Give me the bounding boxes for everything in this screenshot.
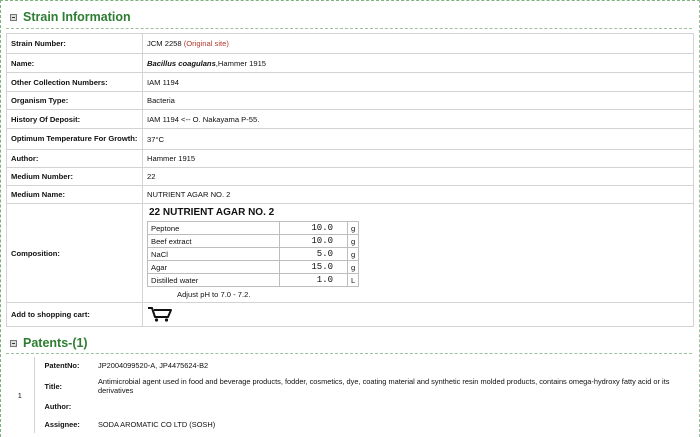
ingredient-unit: g (348, 248, 359, 261)
table-row (7, 110, 694, 129)
row-label: Name: (7, 54, 143, 73)
patents-table (6, 357, 694, 433)
ingredient-unit: g (348, 261, 359, 274)
ingredient-name: Distilled water (148, 274, 280, 287)
table-row (6, 357, 694, 374)
table-row (7, 204, 694, 303)
row-label: PatentNo: (44, 361, 80, 370)
composition-cell (143, 204, 694, 303)
ingredient-row (148, 235, 359, 248)
strain-info-table (6, 33, 694, 327)
table-row (7, 168, 694, 186)
patent-title-value: Antimicrobial agent used in food and beverage products, fodder, cosmetics, dye, coating material and synthetic resin molded products, contains omega-hydroxy fatty acid or its derivatives (98, 377, 670, 395)
table-row (7, 73, 694, 92)
patents-section-title: Patents-(1) (23, 336, 88, 350)
shopping-cart-icon[interactable] (147, 306, 173, 322)
ingredient-row (148, 248, 359, 261)
species-author: ,Hammer 1915 (215, 58, 267, 68)
row-label: Author: (44, 402, 72, 411)
other-collection-value: IAM 1194 (143, 73, 694, 92)
table-row (7, 186, 694, 204)
row-label: Assignee: (44, 419, 80, 429)
table-row (7, 54, 694, 73)
row-label: Author: (7, 150, 143, 168)
ingredient-name: Peptone (148, 222, 280, 235)
medium-name-value: NUTRIENT AGAR NO. 2 (143, 186, 694, 204)
table-row (7, 92, 694, 110)
table-row (7, 303, 694, 327)
ingredient-row (148, 261, 359, 274)
table-row (7, 34, 694, 54)
row-label: History Of Deposit: (7, 110, 143, 129)
composition-note: Adjust pH to 7.0 - 7.2. (177, 290, 251, 299)
composition-title: 22 NUTRIENT AGAR NO. 2 (149, 207, 275, 218)
row-label: Medium Name: (7, 186, 143, 204)
ingredient-unit: g (348, 222, 359, 235)
table-row (6, 415, 694, 433)
ingredient-name: Beef extract (148, 235, 280, 248)
table-row (6, 398, 694, 415)
ingredient-amount: 10.0 (280, 235, 348, 248)
ingredient-name: Agar (148, 261, 280, 274)
patents-section-header[interactable] (10, 336, 88, 350)
collapse-icon[interactable] (10, 340, 17, 347)
ingredient-unit: L (348, 274, 359, 287)
ingredient-amount: 10.0 (280, 222, 348, 235)
patent-number-value: JP2004099520-A, JP4475624-B2 (98, 361, 209, 370)
patent-assignee-value: SODA AROMATIC CO LTD (SOSH) (98, 419, 216, 429)
ingredient-amount: 1.0 (280, 274, 348, 287)
patent-index: 1 (6, 357, 34, 433)
ingredient-amount: 15.0 (280, 261, 348, 274)
row-label: Organism Type: (7, 92, 143, 110)
section-divider (6, 28, 692, 29)
name-cell (143, 54, 694, 73)
ingredient-row (148, 222, 359, 235)
history-value: IAM 1194 <-- O. Nakayama P-55. (143, 110, 694, 129)
composition-table (147, 221, 359, 287)
table-row (7, 150, 694, 168)
ingredient-row (148, 274, 359, 287)
original-site-link[interactable]: (Original site) (183, 39, 229, 48)
strain-section-header[interactable] (10, 10, 131, 24)
strain-number-value: JCM 2258 (147, 39, 182, 48)
strain-section-title: Strain Information (23, 10, 131, 24)
optimum-temp-value: 37°C (143, 129, 694, 150)
strain-number-cell (143, 34, 694, 54)
table-row (6, 374, 694, 398)
species-name: Bacillus coagulans (147, 58, 216, 68)
medium-number-value: 22 (143, 168, 694, 186)
section-divider (6, 353, 692, 354)
table-row (7, 129, 694, 150)
patent-author-value (94, 398, 694, 415)
row-label: Strain Number: (7, 34, 143, 54)
ingredient-unit: g (348, 235, 359, 248)
row-label: Composition: (7, 204, 143, 303)
cart-cell (143, 303, 694, 327)
author-value: Hammer 1915 (143, 150, 694, 168)
organism-type-value: Bacteria (143, 92, 694, 110)
collapse-icon[interactable] (10, 14, 17, 21)
row-label: Optimum Temperature For Growth: (7, 129, 143, 150)
row-label: Other Collection Numbers: (7, 73, 143, 92)
ingredient-name: NaCl (148, 248, 280, 261)
ingredient-amount: 5.0 (280, 248, 348, 261)
row-label: Medium Number: (7, 168, 143, 186)
row-label: Title: (44, 381, 63, 391)
row-label: Add to shopping cart: (7, 303, 143, 327)
